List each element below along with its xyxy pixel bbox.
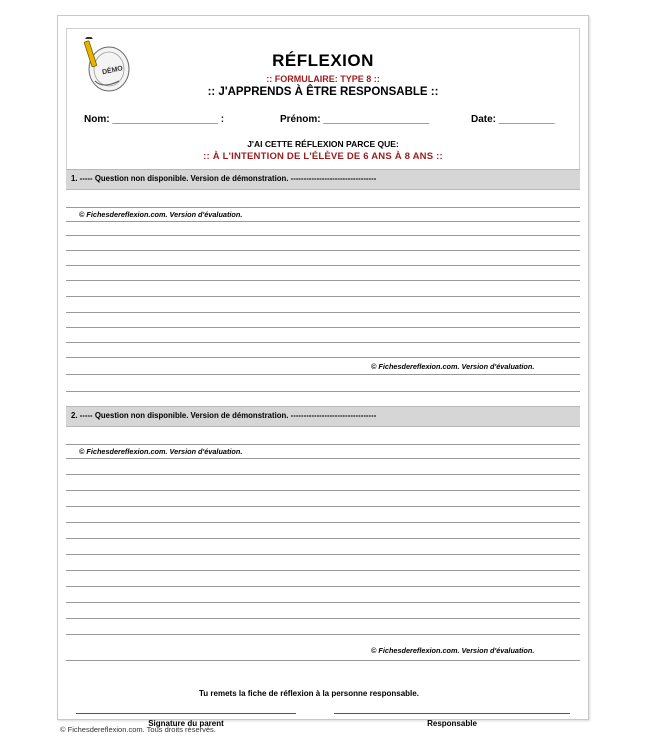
answer-line[interactable] xyxy=(66,391,580,392)
answer-line[interactable] xyxy=(66,444,580,445)
reason-label: J'AI CETTE RÉFLEXION PARCE QUE: xyxy=(247,139,399,149)
watermark-bottom: © Fichesdereflexion.com. Version d'évaluation. xyxy=(371,646,535,655)
watermark-top: © Fichesdereflexion.com. Version d'évaluation. xyxy=(79,447,243,456)
worksheet-header xyxy=(66,28,580,176)
answer-line[interactable] xyxy=(66,490,580,491)
answer-line[interactable] xyxy=(66,586,580,587)
answer-line[interactable] xyxy=(66,327,580,328)
answer-line[interactable] xyxy=(66,660,580,661)
answer-line[interactable] xyxy=(66,207,580,208)
answer-line[interactable] xyxy=(66,357,580,358)
signature-parent-line[interactable] xyxy=(76,713,296,714)
question-heading-2 xyxy=(66,406,580,427)
answer-line[interactable] xyxy=(66,554,580,555)
date-field[interactable]: Date: __________ xyxy=(471,114,555,125)
answer-line[interactable] xyxy=(66,221,580,222)
watermark-top: © Fichesdereflexion.com. Version d'évaluation. xyxy=(79,210,243,219)
question-heading-text: 1. ----- Question non disponible. Version de démonstration. --------------------------------- xyxy=(71,174,377,183)
answer-line[interactable] xyxy=(66,634,580,635)
form-type: :: FORMULAIRE: TYPE 8 :: xyxy=(266,74,380,84)
answer-line[interactable] xyxy=(66,374,580,375)
answer-line[interactable] xyxy=(66,265,580,266)
signature-parent-label: Signature du parent xyxy=(148,719,224,728)
identity-fields xyxy=(84,114,564,128)
copyright-notice: © Fichesdereflexion.com. Tous droits réservés. xyxy=(60,725,216,734)
answer-line[interactable] xyxy=(66,458,580,459)
question-block-1 xyxy=(66,169,580,391)
answer-line[interactable] xyxy=(66,280,580,281)
answer-line[interactable] xyxy=(66,342,580,343)
form-theme: :: J'APPRENDS À ÊTRE RESPONSABLE :: xyxy=(207,86,439,98)
question-block-2 xyxy=(66,406,580,666)
answer-line[interactable] xyxy=(66,522,580,523)
svg-text:DÉMO: DÉMO xyxy=(101,65,124,77)
page-title: RÉFLEXION xyxy=(272,51,374,70)
answer-line[interactable] xyxy=(66,570,580,571)
answer-line[interactable] xyxy=(66,618,580,619)
answer-line[interactable] xyxy=(66,538,580,539)
answer-line[interactable] xyxy=(66,250,580,251)
answer-line[interactable] xyxy=(66,474,580,475)
worksheet-page xyxy=(57,15,589,728)
question-heading-1 xyxy=(66,169,580,190)
return-instruction: Tu remets la fiche de réflexion à la personne responsable. xyxy=(199,689,419,698)
answer-line[interactable] xyxy=(66,235,580,236)
answer-line[interactable] xyxy=(66,602,580,603)
answer-line[interactable] xyxy=(66,312,580,313)
answer-line[interactable] xyxy=(66,506,580,507)
audience-label: :: À L'INTENTION DE L'ÉLÈVE DE 6 ANS À 8 ANS :: xyxy=(203,151,443,162)
answer-line[interactable] xyxy=(66,296,580,297)
responsable-signature-line[interactable] xyxy=(334,713,570,714)
prenom-field[interactable]: Prénom: ___________________ xyxy=(280,114,430,125)
watermark-bottom: © Fichesdereflexion.com. Version d'évaluation. xyxy=(371,362,535,371)
nom-field[interactable]: Nom: ___________________ : xyxy=(84,114,225,125)
question-heading-text: 2. ----- Question non disponible. Version de démonstration. --------------------------------- xyxy=(71,411,377,420)
responsable-label: Responsable xyxy=(427,719,477,728)
